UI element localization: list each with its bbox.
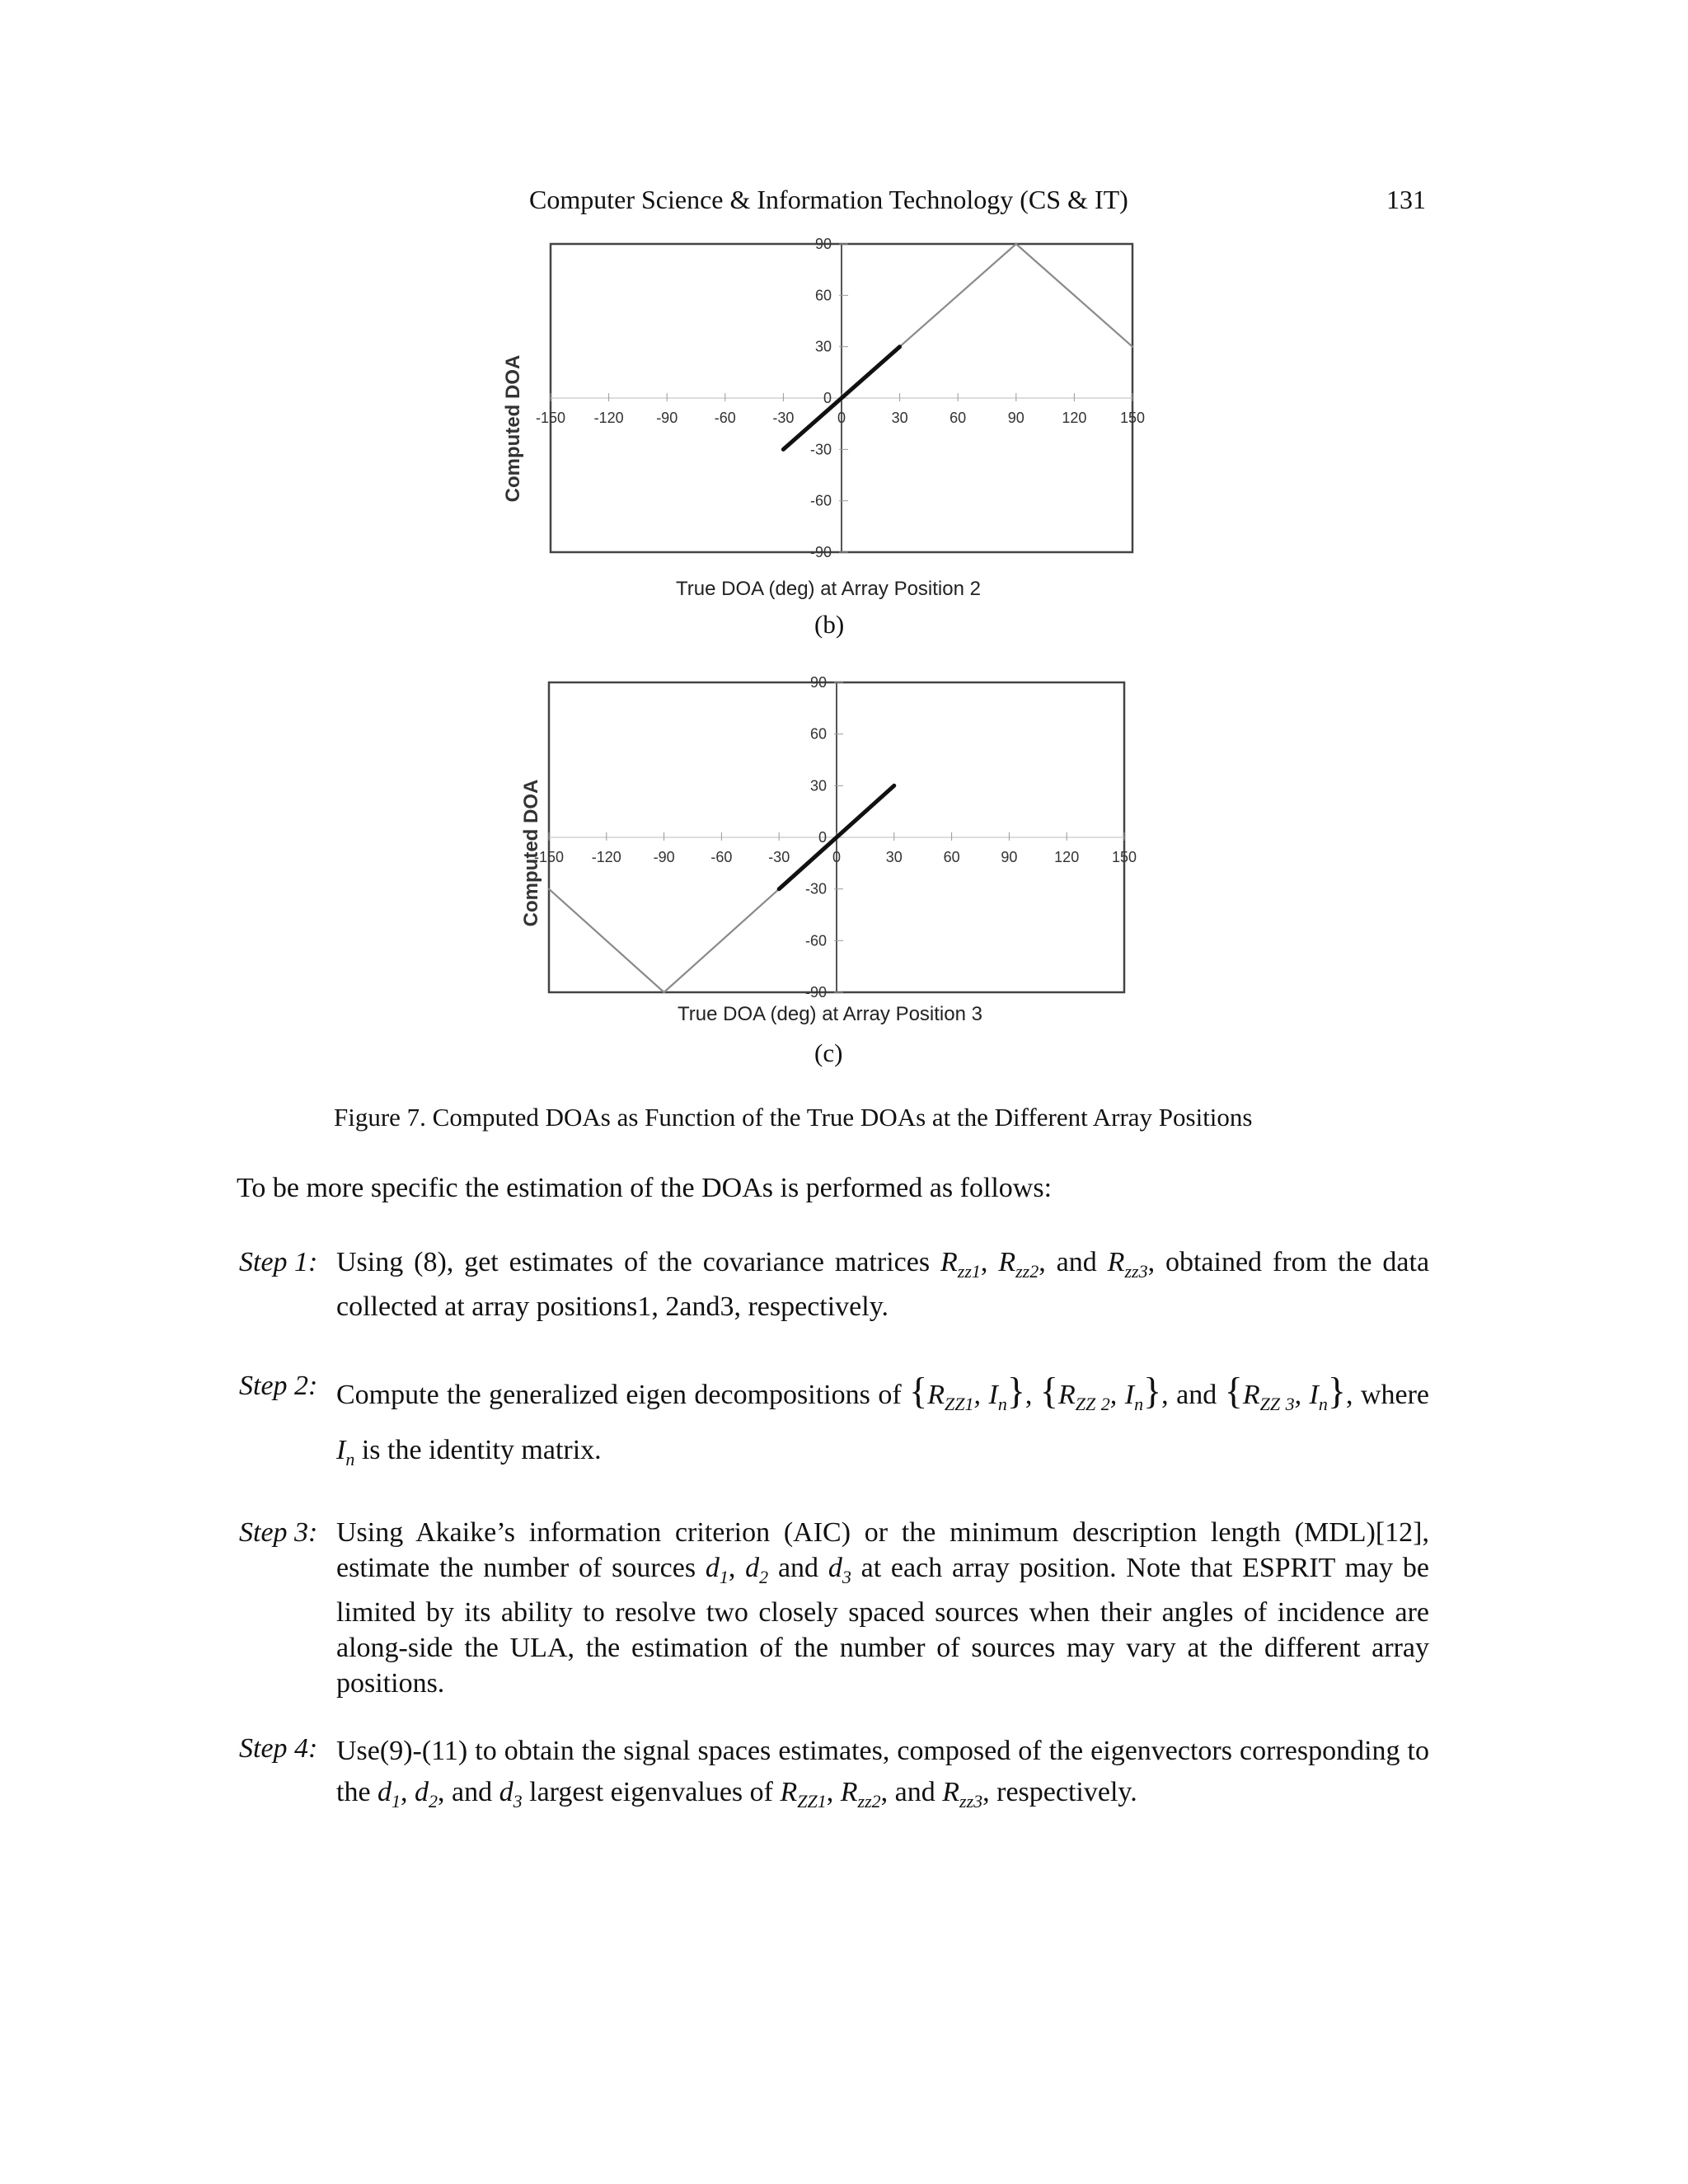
y-tick-label: -60 [809,492,832,509]
intro-paragraph: To be more specific the estimation of the DOAs is performed as follows: [237,1173,1053,1203]
step-1-label: Step 1: [239,1247,318,1277]
y-tick-label: 60 [814,287,832,304]
d2-symbol: $d_2$ [415,1777,438,1811]
x-tick-label: -90 [656,410,678,426]
x-tick-label: -150 [533,849,565,865]
step-4-text-e: , respectively. [982,1777,1137,1807]
page-number: 131 [1386,185,1426,214]
thin-series-line [549,889,779,992]
x-axis-label: True DOA (deg) at Array Position 2 [676,578,981,600]
x-tick-label: 0 [832,849,842,865]
d1-symbol: $d_1$ [377,1777,401,1811]
x-tick-label: 150 [1111,849,1137,865]
x-tick-label: 0 [837,410,846,426]
step-3-text-b: and [777,1553,819,1583]
d2-symbol: $d_2$ [745,1553,769,1587]
x-axis-label: True DOA (deg) at Array Position 3 [678,1003,982,1025]
x-tick-label: 120 [1062,410,1087,426]
y-tick-label: 0 [823,390,832,406]
step-4-text-b: , and [438,1777,493,1807]
y-tick-label: 90 [814,236,832,252]
step-4-text-a: Use(9)-(11) to obtain the signal spaces estimates, composed of the eigenvectors corresponding to the [336,1736,1429,1807]
x-tick-label: 150 [1119,410,1146,426]
y-tick-label: 60 [809,725,827,743]
figure-caption: Figure 7. Computed DOAs as Function of the True DOAs at the Different Array Positions [334,1103,1253,1132]
chart-b [495,231,1170,610]
x-tick-label: -30 [772,410,795,426]
x-tick-label: 60 [943,849,960,865]
x-tick-label: 90 [1007,410,1025,426]
x-tick-label: 90 [1001,849,1018,865]
x-tick-label: -60 [710,849,733,865]
y-tick-label: -60 [804,932,827,949]
step-3-body: Using Akaike’s information criterion (AIC) or the minimum description length (MDL)[12], estimate the number of sources $d_1$, $d_2$ and $d_3$ at each array position. Note that ESPRIT may be limited by its ability to resolve two closely spaced sources when their angles of incidence are along-side the ULA, the estimation of the number of sources may vary at the different array positions. [336,1517,1430,1699]
step-2-text-a: Compute the generalized eigen decompositions of [336,1380,902,1410]
step-4 [239,1731,1429,1822]
y-tick-label: -30 [809,441,832,458]
d1-symbol: $d_1$ [705,1553,729,1587]
step-3-text-c: at each array position. Note that ESPRIT may be limited by its ability to resolve two closely spaced sources when their angles of incidence are along-side the ULA, the estimation of the number of sources may vary at the different array positions. [336,1553,1430,1699]
d3-symbol: $d_3$ [499,1777,523,1811]
x-tick-label: -120 [591,849,621,865]
step-2 [239,1368,1429,1483]
r-zz1-symbol: $R_{zz1}$ [940,1247,981,1282]
x-tick-label: 30 [885,849,903,865]
r-zz2-symbol: $R_{zz2}$ [998,1247,1039,1282]
d3-symbol: $d_3$ [828,1553,851,1587]
running-header: Computer Science & Information Technology (CS & IT) [529,185,1128,214]
step-2-text-b: and [1176,1380,1217,1410]
x-tick-label: 30 [891,410,908,426]
step-4-label: Step 4: [239,1733,318,1764]
step-2-body: Compute the generalized eigen decompositions of {$R_{ZZ1}$, $I_n$}, {$R_{ZZ 2}$, $I_n$}, and {$R_{ZZ 3}$, $I_n$}, where $I_n$ is the identity matrix. [336,1370,1430,1469]
y-tick-label: -90 [804,984,827,1001]
step-1-text-c: , obtained from the data collected at array positions1, 2and3, respectively. [336,1247,1430,1322]
identity-symbol: $I_n$ [336,1434,355,1469]
y-axis-label: Computed DOA [502,354,524,503]
y-tick-label: 30 [809,777,827,794]
step-4-body: Use(9)-(11) to obtain the signal spaces estimates, composed of the eigenvectors corresponding to the $d_1$, $d_2$, and $d_3$ largest eigenvalues of $R_{ZZ1}$, $R_{zz2}$, and $R_{zz3}$, respectively. [336,1736,1429,1811]
step-1 [239,1244,1429,1324]
x-tick-label: -60 [714,410,736,426]
step-4-text-c: largest eigenvalues of [529,1777,773,1807]
step-3-label: Step 3: [239,1517,318,1548]
x-tick-label: 120 [1054,849,1080,865]
subfigure-c-label: (c) [814,1038,843,1067]
pencil-zz3: {$R_{ZZ 3}$, $I_n$} [1224,1370,1346,1414]
x-tick-label: -120 [593,410,624,426]
y-tick-label: 0 [818,829,827,846]
x-tick-label: 60 [950,410,967,426]
x-tick-label: -150 [535,410,566,426]
step-2-text-c: where [1360,1380,1430,1410]
pencil-zz2: {$R_{ZZ 2}$, $I_n$} [1039,1370,1162,1414]
r-zz2-symbol: $R_{zz2}$ [840,1777,881,1811]
chart-c [495,668,1170,1038]
step-1-text-b: , and [1039,1247,1097,1277]
r-zz3-symbol: $R_{zz3}$ [942,1777,983,1811]
step-3-text-a: Using Akaike’s information criterion (AIC) or the minimum description length (MDL)[12], estimate the number of sources [336,1517,1429,1583]
y-axis-label: Computed DOA [520,779,542,927]
pencil-zz1: {$R_{ZZ1}$, $I_n$} [909,1370,1025,1414]
step-4-text-d: , and [880,1777,935,1807]
y-tick-label: -90 [809,544,832,560]
step-2-text-d: is the identity matrix. [361,1434,602,1465]
x-tick-label: -30 [768,849,790,865]
step-1-text-a: Using (8), get estimates of the covariance matrices [336,1247,931,1277]
r-zz3-symbol: $R_{zz3}$ [1107,1247,1148,1282]
y-tick-label: -30 [804,880,827,898]
step-1-body: Using (8), get estimates of the covariance matrices $R_{zz1}$, $R_{zz2}$, and $R_{zz3}$, obtained from the data collected at array positions1, 2and3, respectively. [336,1247,1430,1322]
x-tick-label: -90 [653,849,675,865]
step-2-label: Step 2: [239,1371,318,1401]
y-tick-label: 90 [809,674,827,691]
y-tick-label: 30 [814,338,832,355]
r-zz1-symbol: $R_{ZZ1}$ [780,1777,827,1811]
subfigure-b-label: (b) [814,610,845,639]
step-3 [239,1515,1429,1701]
